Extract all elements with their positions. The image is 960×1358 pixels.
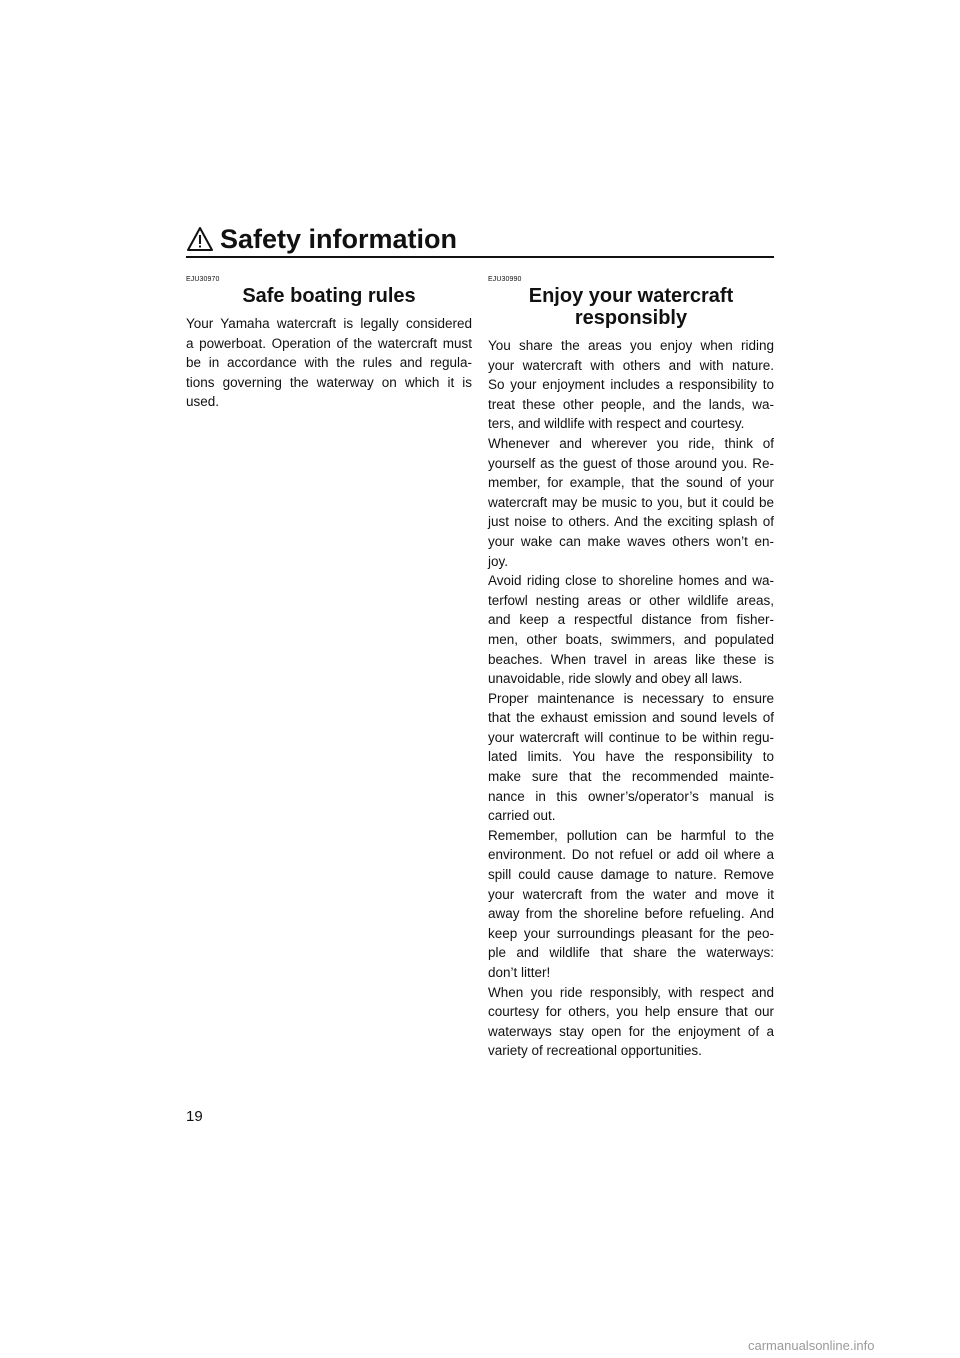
section-title-line-1: Enjoy your watercraft [528,285,734,307]
text-line: member, for example, that the sound of your [488,475,774,491]
text-line: joy. [488,553,509,569]
text-line: be in accordance with the rules and regula- [186,355,472,371]
text-line: lated limits. You have the responsibility to [488,749,774,765]
text-line: that the exhaust emission and sound levels of [488,710,774,726]
right-body-text [488,336,774,1061]
page-number: 19 [186,1108,203,1125]
right-column [488,275,774,1061]
section-title-line-2: responsibly [574,307,688,329]
paragraph [488,689,774,826]
section-code: EJU30990 [488,276,522,283]
text-line: environment. Do not refuel or add oil where a [488,847,774,863]
text-line: courtesy for others, you help ensure that our [488,1004,774,1020]
text-line: variety of recreational opportunities. [488,1043,702,1059]
text-line: Your Yamaha watercraft is legally considered [186,316,472,331]
paragraph [488,983,774,1061]
paragraph [488,571,774,689]
page-header [186,222,774,256]
text-line: a powerboat. Operation of the watercraft must [186,335,472,351]
text-line: Avoid riding close to shoreline homes and wa- [488,573,774,589]
text-line: carried out. [488,808,556,824]
text-line: keep your surroundings pleasant for the peo- [488,925,774,941]
section-title-enjoy-responsibly [488,285,774,329]
section-title-text: Safe boating rules [242,285,416,307]
text-line: ple and wildlife that share the waterways: [488,945,774,961]
text-line: your wake can make waves others won’t en- [488,533,774,549]
section-title-safe-boating-rules [186,285,472,307]
text-line: beaches. When travel in areas like these is [488,651,774,667]
text-line: watercraft may be music to you, but it could be [488,494,774,510]
text-line: nance in this owner’s/operator’s manual is [488,788,774,804]
left-body-text [186,314,472,412]
text-line: ters, and wildlife with respect and courtesy. [488,416,745,432]
text-line: You share the areas you enjoy when riding [488,338,774,353]
text-line: So your enjoyment includes a responsibility to [488,377,774,393]
text-line: unavoidable, ride slowly and obey all laws. [488,671,743,687]
text-line: Whenever and wherever you ride, think of [488,435,774,451]
text-line: used. [186,394,220,410]
paragraph [186,314,472,412]
left-column [186,275,472,412]
warning-triangle-icon [186,226,214,252]
section-code: EJU30970 [186,276,220,283]
page-title: Safety information [220,224,458,254]
text-line: treat these other people, and the lands, wa- [488,396,774,412]
text-line: terfowl nesting areas or other wildlife areas, [488,592,774,608]
paragraph [488,336,774,434]
text-line: spill could cause damage to nature. Remove [488,867,774,883]
text-line: Remember, pollution can be harmful to the [488,827,774,843]
paragraph [488,826,774,983]
text-line: men, other boats, swimmers, and populated [488,631,774,647]
text-line: Proper maintenance is necessary to ensure [488,690,774,706]
paragraph [488,434,774,571]
text-line: and keep a respectful distance from fisher- [488,612,774,628]
watermark: carmanualsonline.info [748,1338,875,1353]
text-line: When you ride responsibly, with respect and [488,984,774,1000]
header-divider [186,256,774,258]
text-line: away from the shoreline before refueling. And [488,906,774,922]
text-line: just noise to others. And the exciting splash of [488,514,774,530]
text-line: your watercraft will continue to be within regu- [488,729,774,745]
text-line: yourself as the guest of those around you. Re- [488,455,774,471]
text-line: your watercraft from the water and move it [488,886,774,902]
text-line: tions governing the waterway on which it is [186,374,472,390]
text-line: waterways stay open for the enjoyment of a [488,1023,774,1039]
text-line: make sure that the recommended mainte- [488,769,774,785]
text-line: don’t litter! [488,965,551,980]
text-line: your watercraft with others and with nature. [488,357,774,373]
